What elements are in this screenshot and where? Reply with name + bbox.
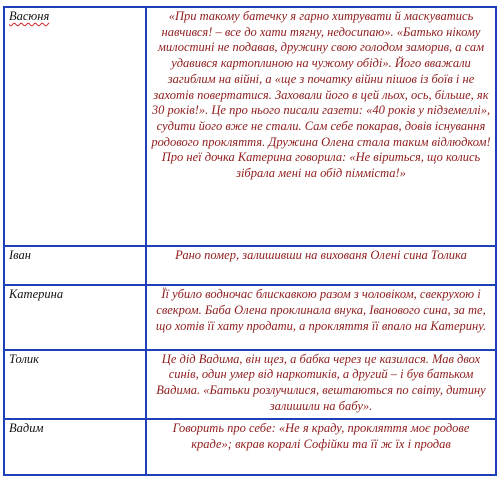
character-name-cell [4,7,146,246]
table-row [4,246,496,285]
character-name-cell [4,419,146,475]
character-description-cell [146,246,496,285]
character-name: Вадим [9,420,44,435]
table-row [4,350,496,419]
character-description: «При такому батечку я гарно хитрувати й маскуватись навчився! – все до хати тягну, недосипаю». «Батько нікому милостині не подавав, дружину свою голодом заморив, а сам удавився картоплиною на чужому обіді». Його вважали загиблим на війні, а «ще з початку війни пішов із боїв і не захотів повертатися. Заховали його в цей льох, ось, більше, як 30 років!». Це про нього писали газети: «40 років у підземеллі», судити його вже не стали. Сам себе покарав, довів існування родового прокляття. Дружина Олена стала таким відлюдком! Про неї дочка Катерина говорила: «Не віриться, що колись зібрала мені на обід пімміста!» [151,9,491,181]
character-description-cell [146,285,496,349]
character-description-cell [146,350,496,419]
character-description: Говорить про себе: «Не я краду, прокляття моє родове краде»; вкрав коралі Софійки та її ж їх і продав [172,420,470,451]
character-description-cell [146,7,496,246]
character-description: Її убило водночас блискавкою разом з чоловіком, свекрухою і свекром. Баба Олена проклинала внука, Іванового сина, за те, що хотів її хату продати, а прокляття її впало на Катерину. [155,287,487,333]
character-name-cell [4,350,146,419]
character-name-cell [4,246,146,285]
character-description-cell [146,419,496,475]
character-name: Васюня [9,9,50,23]
table-row [4,285,496,349]
character-table [3,6,497,476]
character-description: Рано помер, залишивши на вихованя Олені сина Толика [175,247,467,262]
table-row [4,7,496,246]
character-name-cell [4,285,146,349]
table-row [4,419,496,475]
character-description: Це дід Вадима, він щез, а бабка через це казилася. Мав двох синів, один умер від наркотиків, а другий – і був батьком Вадима. «Батьки розлучилися, вештаються по світу, дитину залишили на бабу». [156,351,486,413]
character-name: Толик [9,351,39,366]
character-name: Іван [9,247,31,262]
character-name: Катерина [9,287,64,302]
character-table-container [3,6,497,476]
